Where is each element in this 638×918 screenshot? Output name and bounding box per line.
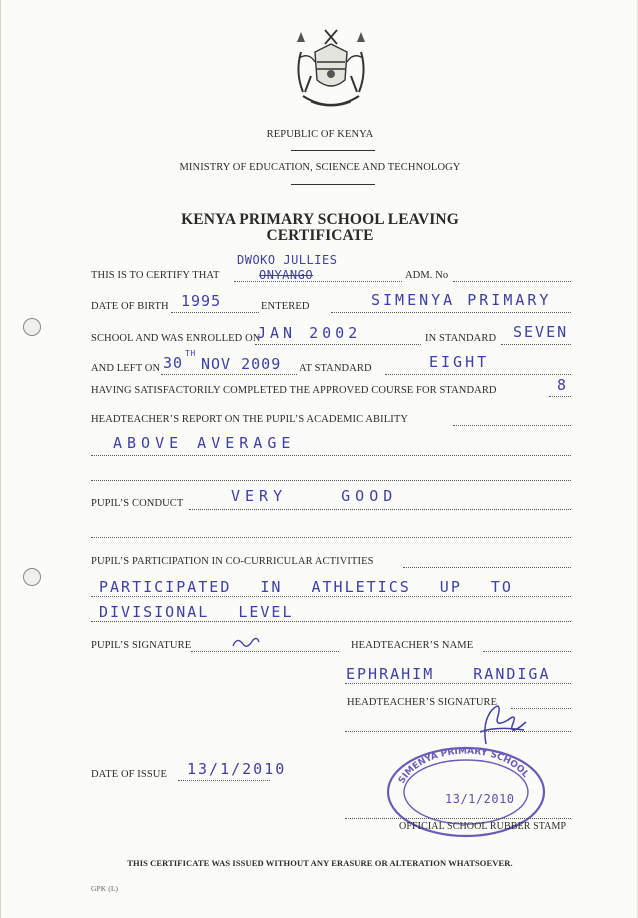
head-name-dots-2 [345,683,571,684]
cocurricular-value-line1: PARTICIPATED IN ATHLETICS UP TO [99,578,513,596]
certify-label: THIS IS TO CERTIFY THAT [91,270,220,281]
enrolled-date-value: JAN 2002 [257,324,362,342]
footer-code: GPK (L) [91,884,119,893]
certificate-title-line1: KENYA PRIMARY SCHOOL LEAVING [181,211,459,228]
at-standard-dots [385,374,571,375]
cocurricular-dots-2 [91,596,571,597]
left-standard-value: EIGHT [429,353,490,371]
divider-2 [291,184,375,185]
academic-report-label: HEADTEACHER’S REPORT ON THE PUPIL’S ACADEMIC ABILITY [91,414,409,425]
entered-label: ENTERED [261,301,310,312]
in-standard-dots [501,344,571,345]
conduct-dots-2 [91,537,571,538]
conduct-value: VERY GOOD [231,487,398,505]
school-dots [331,312,571,313]
completed-dots [549,396,571,397]
divider-1 [291,150,375,151]
adm-no-dots [453,281,571,282]
stamp-date-value: 13/1/2010 [445,792,515,806]
coat-of-arms-icon [281,22,381,118]
left-day-value: 30 [163,354,184,372]
footer-notice: THIS CERTIFICATE WAS ISSUED WITHOUT ANY ERASURE OR ALTERATION WHATSOEVER. [127,858,513,868]
date-of-issue-label: DATE OF ISSUE [91,769,167,780]
cocurricular-label: PUPIL’S PARTICIPATION IN CO-CURRICULAR ACTIVITIES [91,556,374,567]
head-name-label: HEADTEACHER’S NAME [351,640,474,651]
academic-report-value: ABOVE AVERAGE [113,434,296,452]
left-date-value: NOV 2009 [201,355,282,373]
school-value: SIMENYA PRIMARY [371,291,552,309]
pupil-signature-dots [191,651,339,652]
stamp-ring-text: SIMENYA PRIMARY SCHOOL [397,746,531,786]
head-signature-label: HEADTEACHER’S SIGNATURE [347,697,498,708]
cocurricular-dots-1 [403,567,571,568]
conduct-dots-1 [189,509,571,510]
at-standard-label: AT STANDARD [299,363,372,374]
completed-label: HAVING SATISFACTORILY COMPLETED THE APPROVED COURSE FOR STANDARD [91,385,497,396]
left-day-suffix: TH [185,349,196,358]
ministry-heading: MINISTRY OF EDUCATION, SCIENCE AND TECHNOLOGY [179,162,461,173]
cocurricular-value-line2: DIVISIONAL LEVEL [99,603,294,621]
rubber-stamp-label: OFFICIAL SCHOOL RUBBER STAMP [399,821,567,832]
pupil-signature-label: PUPIL’S SIGNATURE [91,640,192,651]
certificate-title-line2: CERTIFICATE [266,227,374,244]
pupil-signature-mark [229,634,261,654]
pupil-name-line2: ONYANGO [259,268,314,282]
cocurricular-dots-3 [91,621,571,622]
country-heading: REPUBLIC OF KENYA [266,129,374,140]
dob-dots [171,312,259,313]
issue-date-value: 13/1/2010 [187,760,287,778]
head-name-value: EPHRAHIM RANDIGA [346,665,551,683]
head-name-dots [483,651,571,652]
report-dots-3 [91,480,571,481]
left-on-dots [161,374,297,375]
punch-hole-top [23,318,41,336]
birth-year-value: 1995 [181,292,222,310]
in-standard-label: IN STANDARD [425,333,497,344]
conduct-label: PUPIL’S CONDUCT [91,498,184,509]
report-dots-1 [453,425,571,426]
enrolled-dots [255,344,421,345]
stamp-dots [345,818,571,819]
pupil-name-line1: DWOKO JULLIES [237,253,338,267]
entry-standard-value: SEVEN [513,323,569,341]
punch-hole-bottom [23,568,41,586]
completed-standard-value: 8 [557,376,568,394]
enrolled-label: SCHOOL AND WAS ENROLLED ON [91,333,261,344]
left-on-label: AND LEFT ON [91,363,161,374]
report-dots-2 [91,455,571,456]
adm-no-label: ADM. No [405,270,449,281]
svg-text:SIMENYA PRIMARY SCHOOL [397,747,530,786]
dob-label: DATE OF BIRTH [91,301,169,312]
date-of-issue-dots [178,780,270,781]
